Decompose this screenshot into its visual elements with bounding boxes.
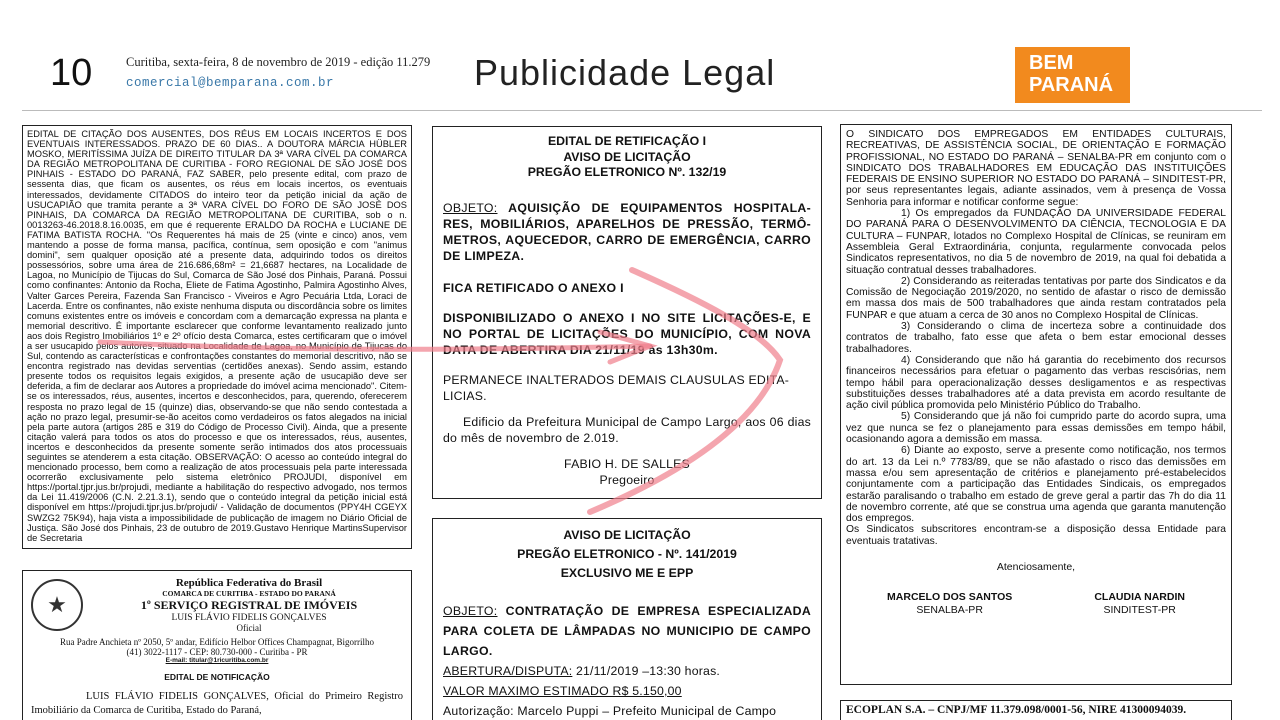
abertura-label: ABERTURA/DISPUTA:: [443, 664, 573, 678]
aviso-141-objeto: [443, 601, 811, 661]
dateline: Curitiba, sexta-feira, 8 de novembro de 2019 - edição 11.279: [126, 55, 431, 69]
retificacao-signer: FABIO H. DE SALLES: [564, 456, 690, 471]
sindicato-item-3: 3) Considerando o clima de incerteza sobre a continuidade dos contratos de trabalho, fato esse que afeta o bem estar emocional desses trabalhadores.: [846, 321, 1226, 355]
aviso-141-box: [432, 518, 822, 720]
sindicato-item-6: 6) Diante ao exposto, serve a presente como notificação, nos termos do art. 13 da Lei n.º 7783/89, que se não afastado o risco das demissões em massa e/ou sem apresentação de critérios e planejamento pré-estabelecidos conjuntamente com a participação das Entidades Sindicais, os empregados estarão paralisando o trabalho em estado de greve geral a partir das 7h do dia 11 de novembro corrente, até que se construa uma agenda que garanta manutenção dos empregos.: [846, 445, 1226, 525]
page-number: 10: [50, 52, 93, 94]
registro-box: [22, 570, 412, 720]
registro-edital-title: EDITAL DE NOTIFICAÇÃO: [164, 672, 270, 682]
aviso-objeto-label: OBJETO:: [443, 604, 498, 618]
registro-body: LUIS FLÁVIO FIDELIS GONÇALVES, Oficial do Primeiro Registro Imobiliário da Comarca de Curitiba, Estado do Paraná,: [31, 691, 403, 716]
abertura-text: 21/11/2019 –13:30 horas.: [572, 664, 721, 678]
sindicato-closing: Os Sindicatos subscritores encontram-se a disposição dessa Entidade para eventuais tratativas.: [846, 524, 1226, 547]
objeto-label: OBJETO:: [443, 200, 498, 215]
ecoplan-text: ECOPLAN S.A. – CNPJ/MF 11.379.098/0001-56, NIRE 41300094039.: [846, 704, 1187, 716]
registro-phone: (41) 3022-1117 - CEP: 80.730-000 - Curitiba - PR: [126, 647, 308, 657]
registro-line-3: 1º SERVIÇO REGISTRAL DE IMÓVEIS: [140, 598, 358, 612]
bem-parana-logo: [1015, 47, 1130, 103]
retificacao-disponibilizado: DISPONIBILIZADO O ANEXO I NO SITE LICITAÇÕES-E, E NO PORTAL DE LICITAÇÕES DO MUNICÍPIO, COM NOVA DATA DE ABERTIRA DIA 21/11/19 às 13h30m.: [443, 310, 811, 357]
signature-2-name: CLAUDIA NARDIN: [1094, 590, 1185, 603]
edital-citacao-box: [22, 125, 412, 549]
coat-of-arms-icon: ★: [31, 579, 83, 631]
sindicato-item-4: 4) Considerando que não há garantia do recebimento dos recursos financeiros necessários para efetuar o pagamento das verbas rescisórias, nem tempo hábil para operacionalização desses desligamentos e as respectivas substituições desses trabalhadores até a data prevista em acordo resultante de ação civil pública promovida pelo Ministério Público do Trabalho.: [846, 354, 1226, 412]
registro-line-2: COMARCA DE CURITIBA - ESTADO DO PARANÁ: [162, 589, 336, 598]
retificacao-objeto: [443, 200, 811, 264]
signature-2-org: SINDITEST-PR: [1103, 603, 1176, 616]
signature-2: [1094, 591, 1185, 617]
retificacao-anexo: FICA RETIFICADO O ANEXO I: [443, 280, 624, 295]
logo-line-2: PARANÁ: [1029, 74, 1114, 96]
logo-line-1: BEM: [1029, 52, 1074, 74]
header-rule: [22, 110, 1262, 111]
sindicato-item-2: 2) Considerando as reiteradas tentativas por parte dos Sindicatos e da Comissão de Negociação 2019/2020, no sentido de afastar o risco de demissão em massa dos mais de 500 trabalhadores que ainda restam contratados pela FUNPAR e que atuam a cerca de 30 anos no Complexo Hospital de Clínicas.: [846, 275, 1226, 321]
edital-citacao-text: EDITAL DE CITAÇÃO DOS AUSENTES, DOS RÉUS EM LOCAIS INCERTOS E DOS EVENTUAIS INTERESSADOS. PRAZO DE 60 DIAS.. A DOUTORA MÁRCIA HÜBLER MOSKO, MERITÍSSIMA JUÍZA DE DIREITO TITULAR DA 3ª VARA CÍVEL DA COMARCA DA REGIÃO METROPOLITANA DE CURITIBA - FORO REGIONAL DE SÃO JOSÉ DOS PINHAIS - ESTADO DO PARANÁ, FAZ SABER, pelo presente edital, com prazo de sessenta dias, que ficam os ausentes, os réus em locais incertos, os eventuais interessados, devidamente CITADOS do inteiro teor da petição inicial da ação de USUCAPIÃO que tramita perante a 3ª VARA CÍVEL DO FORO DE SÃO JOSÉ DOS PINHAIS, DA COMARCA DA REGIÃO METROPOLITANA DE CURITIBA, sob o n. 0013263-46.2018.8.16.0035, em que é requerente ERALDO DA ROCHA e LUCIANE DE FATIMA BATISTA ROCHA. "Os Requerentes há mais de 25 (vinte e cinco) anos, vem mantendo a posse de forma mansa, pacífica, contínua, sem oposição e com "animus domini", sem qualquer oposição até a presente data, adquirindo todos os direitos possessórios, sobre uma área de 216.686,68m² = 21,6687 hectares, na Localidade de Lagoa, no Município de Tijucas do Sul, Comarca de São José dos Pinhais, Paraná. Possui como confinantes: Antonio da Rocha, Eliete de Fatima Agostinho, Palmira Agostinho Alves, Valter Garces Pereira, Fazenda San Francisco - Viveiros e Agro Pecuária Ltda, Loraci de Lacerda. Entre os confinantes, não existe nenhuma disputa ou discordância sobre os limites comuns existentes entre os imóveis e concordam com a demarcação expressa na planta e memorial descritivo. É importante esclarecer que conforme levantamento realizado junto aos dois Registro Imobiliários 1º e 2º ofício desta Comarca, estes certificaram que o imóvel a ser usucapido pelos autores, situado na Localidade de Lagoa, no Município de Tijucas do Sul, contendo as características e confrontações constantes do memorial descritivo, não se encontra registrado nas devidas serventias (certidões anexas). Sendo assim, estando presente todos os requisitos legais exigidos, a presente ação de usucapião deve ser deferida, a fim de declarar aos Autores a propriedade do imóvel acima mencionado". Citem-se os interessados, réus, ausentes, incertos e desconhecidos, para, querendo, oferecerem resposta no prazo legal de 15 (quinze) dias, observando-se que não sendo contestada a ação no prazo legal, presumir-se-ão aceitos como verdadeiros os fatos alegados na inicial pela parte autora (artigos 285 e 319 do Código de Processo Civil). Ainda, que a presente citação valerá para todos os atos do processo e que os interessados, réus, ausentes, incertos e desconhecidos da presente somente serão intimados dos atos processuais seguintes se atenderem a esta citação. OBSERVAÇÃO: O acesso ao conteúdo integral do mencionado processo, bem como a realização de atos processuais pela parte interessada ocorrerão exclusivamente pelo sistema eletrônico PROJUDI, disponível em https://portal.tjpr.jus.br/projudi, mediante a habilitação do respectivo advogado, nos termos da Lei 11.419/2006 (C.N. 2.21.3.1), sendo que o conteúdo integral da petição inicial está disponível em https://projudi.tjpr.jus.br/projudi/ - Validação de documentos (PPY4H CGEYX SWZG2 75K94), haja vista a impossibilidade de publicação de imagem no Diário Oficial de Justiça. São José dos Pinhais, 23 de outubro de 2019.Gustavo Henrique MartinsSupervisor de Secretaria: [27, 129, 407, 543]
registro-line-5: Oficial: [236, 623, 262, 633]
aviso-141-title-1: AVISO DE LICITAÇÃO: [563, 528, 691, 542]
aviso-141-valor: [443, 681, 811, 701]
registro-email[interactable]: E-mail: titular@1ricuritiba.com.br: [165, 657, 269, 664]
sindicato-item-5: 5) Considerando que já não foi cumprido parte do acordo supra, uma vez que nunca se fez o planejamento para essas demissões em tempo hábil, ocasionando agora a demissão em massa.: [846, 411, 1226, 446]
retificacao-box: [432, 126, 822, 499]
aviso-141-abertura: [443, 661, 811, 681]
sindicato-box: [840, 124, 1232, 685]
objeto-text: AQUISIÇÃO DE EQUIPAMENTOS HOSPITALA-RES, MOBILIÁRIOS, APARELHOS DE PRESSÃO, TERMÔ-METROS, AQUECEDOR, CARRO DE EMERGÊNCIA, CARRO DE LIMPEZA.: [443, 200, 811, 263]
aviso-objeto-text: CONTRATAÇÃO DE EMPRESA ESPECIALIZADA PARA COLETA DE LÂMPADAS NO MUNICIPIO DE CAMPO LARGO.: [443, 604, 811, 658]
sindicato-item-1: 1) Os empregados da FUNDAÇÃO DA UNIVERSIDADE FEDERAL DO PARANÁ PARA O DESENVOLVIMENTO DA CIÊNCIA, TECNOLOGIA E DA CULTURA – FUNPAR, lotados no Complexo Hospital de Clínicas, se reuniram em Assembleia Geral Extraordinária, conjunta, regularmente convocada pelos Sindicatos representativos, no dia 5 de novembro de 2019, na qual foi debatida a situação contratual desses trabalhadores.: [846, 208, 1226, 276]
retificacao-title-2: AVISO DE LICITAÇÃO: [563, 149, 691, 164]
section-title: Publicidade Legal: [474, 52, 776, 93]
signature-1-name: MARCELO DOS SANTOS: [887, 590, 1013, 603]
sindicato-intro: O SINDICATO DOS EMPREGADOS EM ENTIDADES CULTURAIS, RECREATIVAS, DE ASSISTÊNCIA SOCIAL, DE ORIENTAÇÃO E FORMAÇÃO PROFISSIONAL, NO ESTADO DO PARANÁ – SENALBA-PR em conjunto com o SINDICATO DOS TRABALHADORES EM EDUCAÇÃO DAS INSTITUIÇÕES FEDERAIS DE ENSINO SUPERIOR NO ESTADO DO PARANÁ – SINDITEST-PR, por seus representantes legais, adiante assinados, vem à presença de Vossa Senhoria para informar e notificar conforme segue:: [846, 129, 1226, 208]
ecoplan-box: [840, 700, 1232, 720]
sindicato-atenciosamente: Atenciosamente,: [996, 560, 1076, 573]
retificacao-edificio: Edificio da Prefeitura Municipal de Campo Largo, aos 06 dias do mês de novembro de 2.019.: [443, 414, 811, 445]
contact-email[interactable]: comercial@bemparana.com.br: [126, 76, 335, 90]
aviso-141-title-3: EXCLUSIVO ME E EPP: [560, 566, 694, 580]
aviso-141-title-2: PREGÃO ELETRONICO - Nº. 141/2019: [517, 547, 737, 561]
retificacao-role: Pregoeiro: [599, 472, 655, 487]
registro-header: [31, 577, 403, 633]
retificacao-permanece: PERMANECE INALTERADOS DEMAIS CLAUSULAS EDITA-LICIAS.: [443, 372, 790, 403]
registro-line-1: República Federativa do Brasil: [175, 577, 323, 589]
aviso-141-autorizacao: Autorização: Marcelo Puppi – Prefeito Municipal de Campo: [443, 704, 777, 718]
signature-1-org: SENALBA-PR: [916, 603, 983, 616]
registro-line-4: LUIS FLÁVIO FIDELIS GONÇALVES: [171, 613, 327, 623]
sindicato-signatures: [846, 591, 1226, 617]
signature-1: [887, 591, 1012, 617]
valor-text: VALOR MAXIMO ESTIMADO R$ 5.150,00: [443, 684, 682, 698]
retificacao-title-1: EDITAL DE RETIFICAÇÃO I: [547, 134, 707, 148]
registro-address: Rua Padre Anchieta nº 2050, 5º andar, Edifício Helbor Offices Champagnat, Bigorrilho: [60, 637, 374, 647]
registro-titles: [95, 577, 403, 633]
retificacao-title-3: PREGÃO ELETRONICO Nº. 132/19: [527, 165, 727, 179]
